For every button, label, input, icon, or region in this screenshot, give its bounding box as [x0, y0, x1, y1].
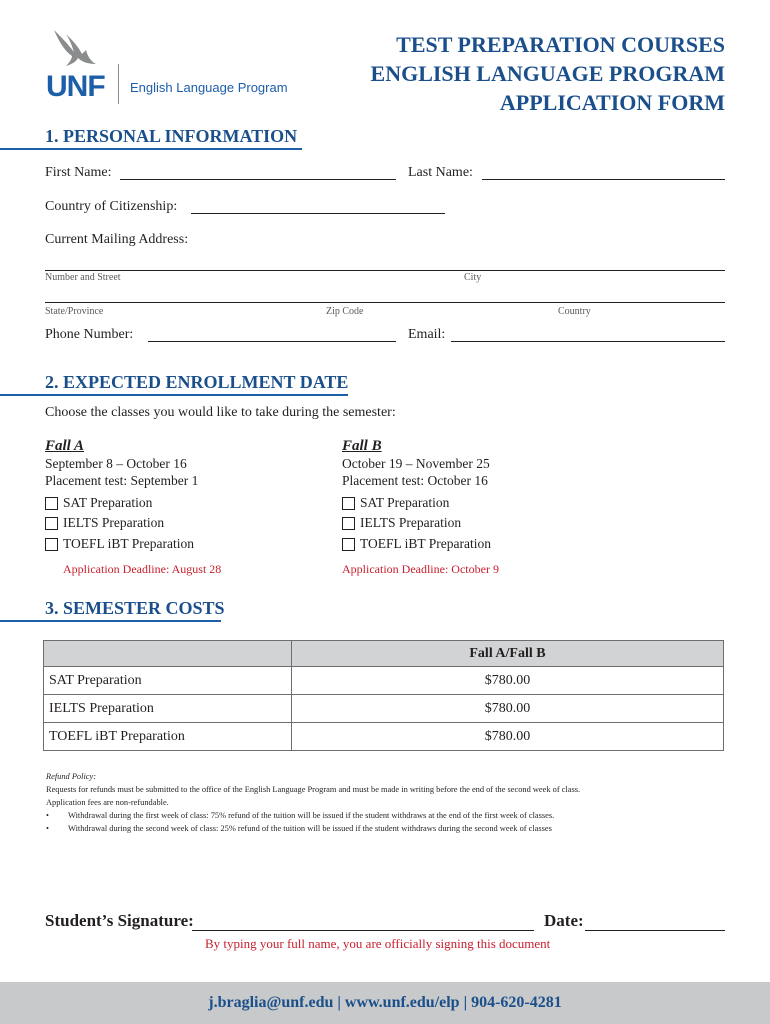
title-line-1: TEST PREPARATION COURSES	[396, 32, 725, 57]
fall-b-title: Fall B	[342, 438, 382, 454]
signature-note: By typing your full name, you are officially signing this document	[205, 936, 551, 951]
fall-b-deadline: Application Deadline: October 9	[342, 562, 499, 576]
student-signature-field[interactable]	[192, 930, 534, 931]
unf-logo-text: UNF	[46, 70, 105, 103]
fall-a-title: Fall A	[45, 438, 85, 454]
fall-a-ielts-option[interactable]	[45, 515, 164, 531]
fall-b-toefl-option[interactable]	[342, 536, 491, 552]
checkbox[interactable]	[45, 517, 58, 530]
fall-b-placement: Placement test: October 16	[342, 473, 488, 488]
date-field[interactable]	[585, 930, 725, 931]
checkbox[interactable]	[45, 497, 58, 510]
course-name: TOEFL iBT Preparation	[44, 723, 292, 751]
contact-info: j.braglia@unf.edu | www.unf.edu/elp | 904-620-4281	[208, 994, 562, 1011]
section-rule	[0, 620, 221, 622]
section-rule	[0, 148, 302, 150]
bullet-dot: •	[46, 824, 49, 833]
title-line-3: APPLICATION FORM	[499, 90, 725, 115]
refund-title: Refund Policy:	[46, 772, 96, 781]
course-price: $780.00	[292, 723, 724, 751]
bullet-dot: •	[46, 811, 49, 820]
citizenship-field[interactable]	[191, 213, 445, 214]
course-price: $780.00	[292, 695, 724, 723]
fall-a-placement: Placement test: September 1	[45, 473, 199, 488]
number-street-caption: Number and Street	[45, 272, 121, 283]
form-title	[371, 30, 725, 117]
section-personal-heading: 1. PERSONAL INFORMATION	[45, 126, 298, 146]
street-city-field[interactable]	[45, 270, 725, 271]
fall-b-dates: October 19 – November 25	[342, 456, 490, 471]
table-row	[44, 695, 724, 723]
fall-b-sat-option[interactable]	[342, 495, 449, 511]
last-name-label: Last Name:	[408, 165, 473, 180]
country-caption: Country	[558, 306, 591, 317]
fall-a-dates: September 8 – October 16	[45, 456, 187, 471]
refund-line-1: Requests for refunds must be submitted to the office of the English Language Program and must be made in writing before the end of the second week of class.	[46, 785, 581, 794]
option-label: SAT Preparation	[63, 495, 153, 510]
enrollment-intro: Choose the classes you would like to take during the semester:	[45, 405, 396, 420]
option-label: TOEFL iBT Preparation	[63, 536, 194, 551]
email-field[interactable]	[451, 341, 725, 342]
refund-bullet	[46, 822, 746, 835]
option-label: TOEFL iBT Preparation	[360, 536, 491, 551]
checkbox[interactable]	[342, 497, 355, 510]
logo-divider	[118, 64, 119, 104]
checkbox[interactable]	[342, 517, 355, 530]
refund-line-2: Application fees are non-refundable.	[46, 798, 169, 807]
course-price: $780.00	[292, 667, 724, 695]
mailing-address-label: Current Mailing Address:	[45, 232, 189, 247]
student-signature-label: Student’s Signature:	[45, 911, 194, 930]
section-costs-heading: 3. SEMESTER COSTS	[45, 598, 225, 618]
zip-caption: Zip Code	[326, 306, 364, 317]
checkbox[interactable]	[342, 538, 355, 551]
table-row	[44, 723, 724, 751]
table-header-row	[44, 641, 724, 667]
phone-label: Phone Number:	[45, 327, 134, 342]
fall-a-deadline: Application Deadline: August 28	[63, 562, 222, 576]
city-caption: City	[464, 272, 482, 283]
refund-bullet	[46, 809, 746, 822]
refund-policy	[46, 770, 746, 835]
option-label: IELTS Preparation	[360, 515, 462, 530]
last-name-field[interactable]	[482, 179, 725, 180]
email-label: Email:	[408, 327, 446, 342]
fall-ab-column-header: Fall A/Fall B	[292, 641, 724, 667]
fall-a-toefl-option[interactable]	[45, 536, 194, 552]
bullet-text: Withdrawal during the second week of class: 25% refund of the tuition will be issued if the student withdraws during the second week of classes	[68, 824, 552, 833]
course-name: SAT Preparation	[44, 667, 292, 695]
title-line-2: ENGLISH LANGUAGE PROGRAM	[370, 61, 725, 86]
first-name-field[interactable]	[120, 179, 396, 180]
course-name: IELTS Preparation	[44, 695, 292, 723]
phone-field[interactable]	[148, 341, 396, 342]
citizenship-label: Country of Citizenship:	[45, 199, 178, 214]
first-name-label: First Name:	[45, 165, 112, 180]
option-label: IELTS Preparation	[63, 515, 165, 530]
table-row	[44, 667, 724, 695]
date-label: Date:	[544, 911, 584, 930]
fall-b-ielts-option[interactable]	[342, 515, 461, 531]
section-enrollment-heading: 2. EXPECTED ENROLLMENT DATE	[45, 372, 349, 392]
costs-table	[43, 640, 724, 751]
state-caption: State/Province	[45, 306, 104, 317]
contact-footer	[0, 982, 770, 1024]
header-blank-cell	[44, 641, 292, 667]
option-label: SAT Preparation	[360, 495, 450, 510]
fall-a-sat-option[interactable]	[45, 495, 152, 511]
bullet-text: Withdrawal during the first week of class: 75% refund of the tuition will be issued if the student withdraws at the end of the first week of classes.	[68, 811, 555, 820]
logo-subtitle: English Language Program	[130, 80, 288, 95]
state-zip-country-field[interactable]	[45, 302, 725, 303]
checkbox[interactable]	[45, 538, 58, 551]
section-rule	[0, 394, 348, 396]
